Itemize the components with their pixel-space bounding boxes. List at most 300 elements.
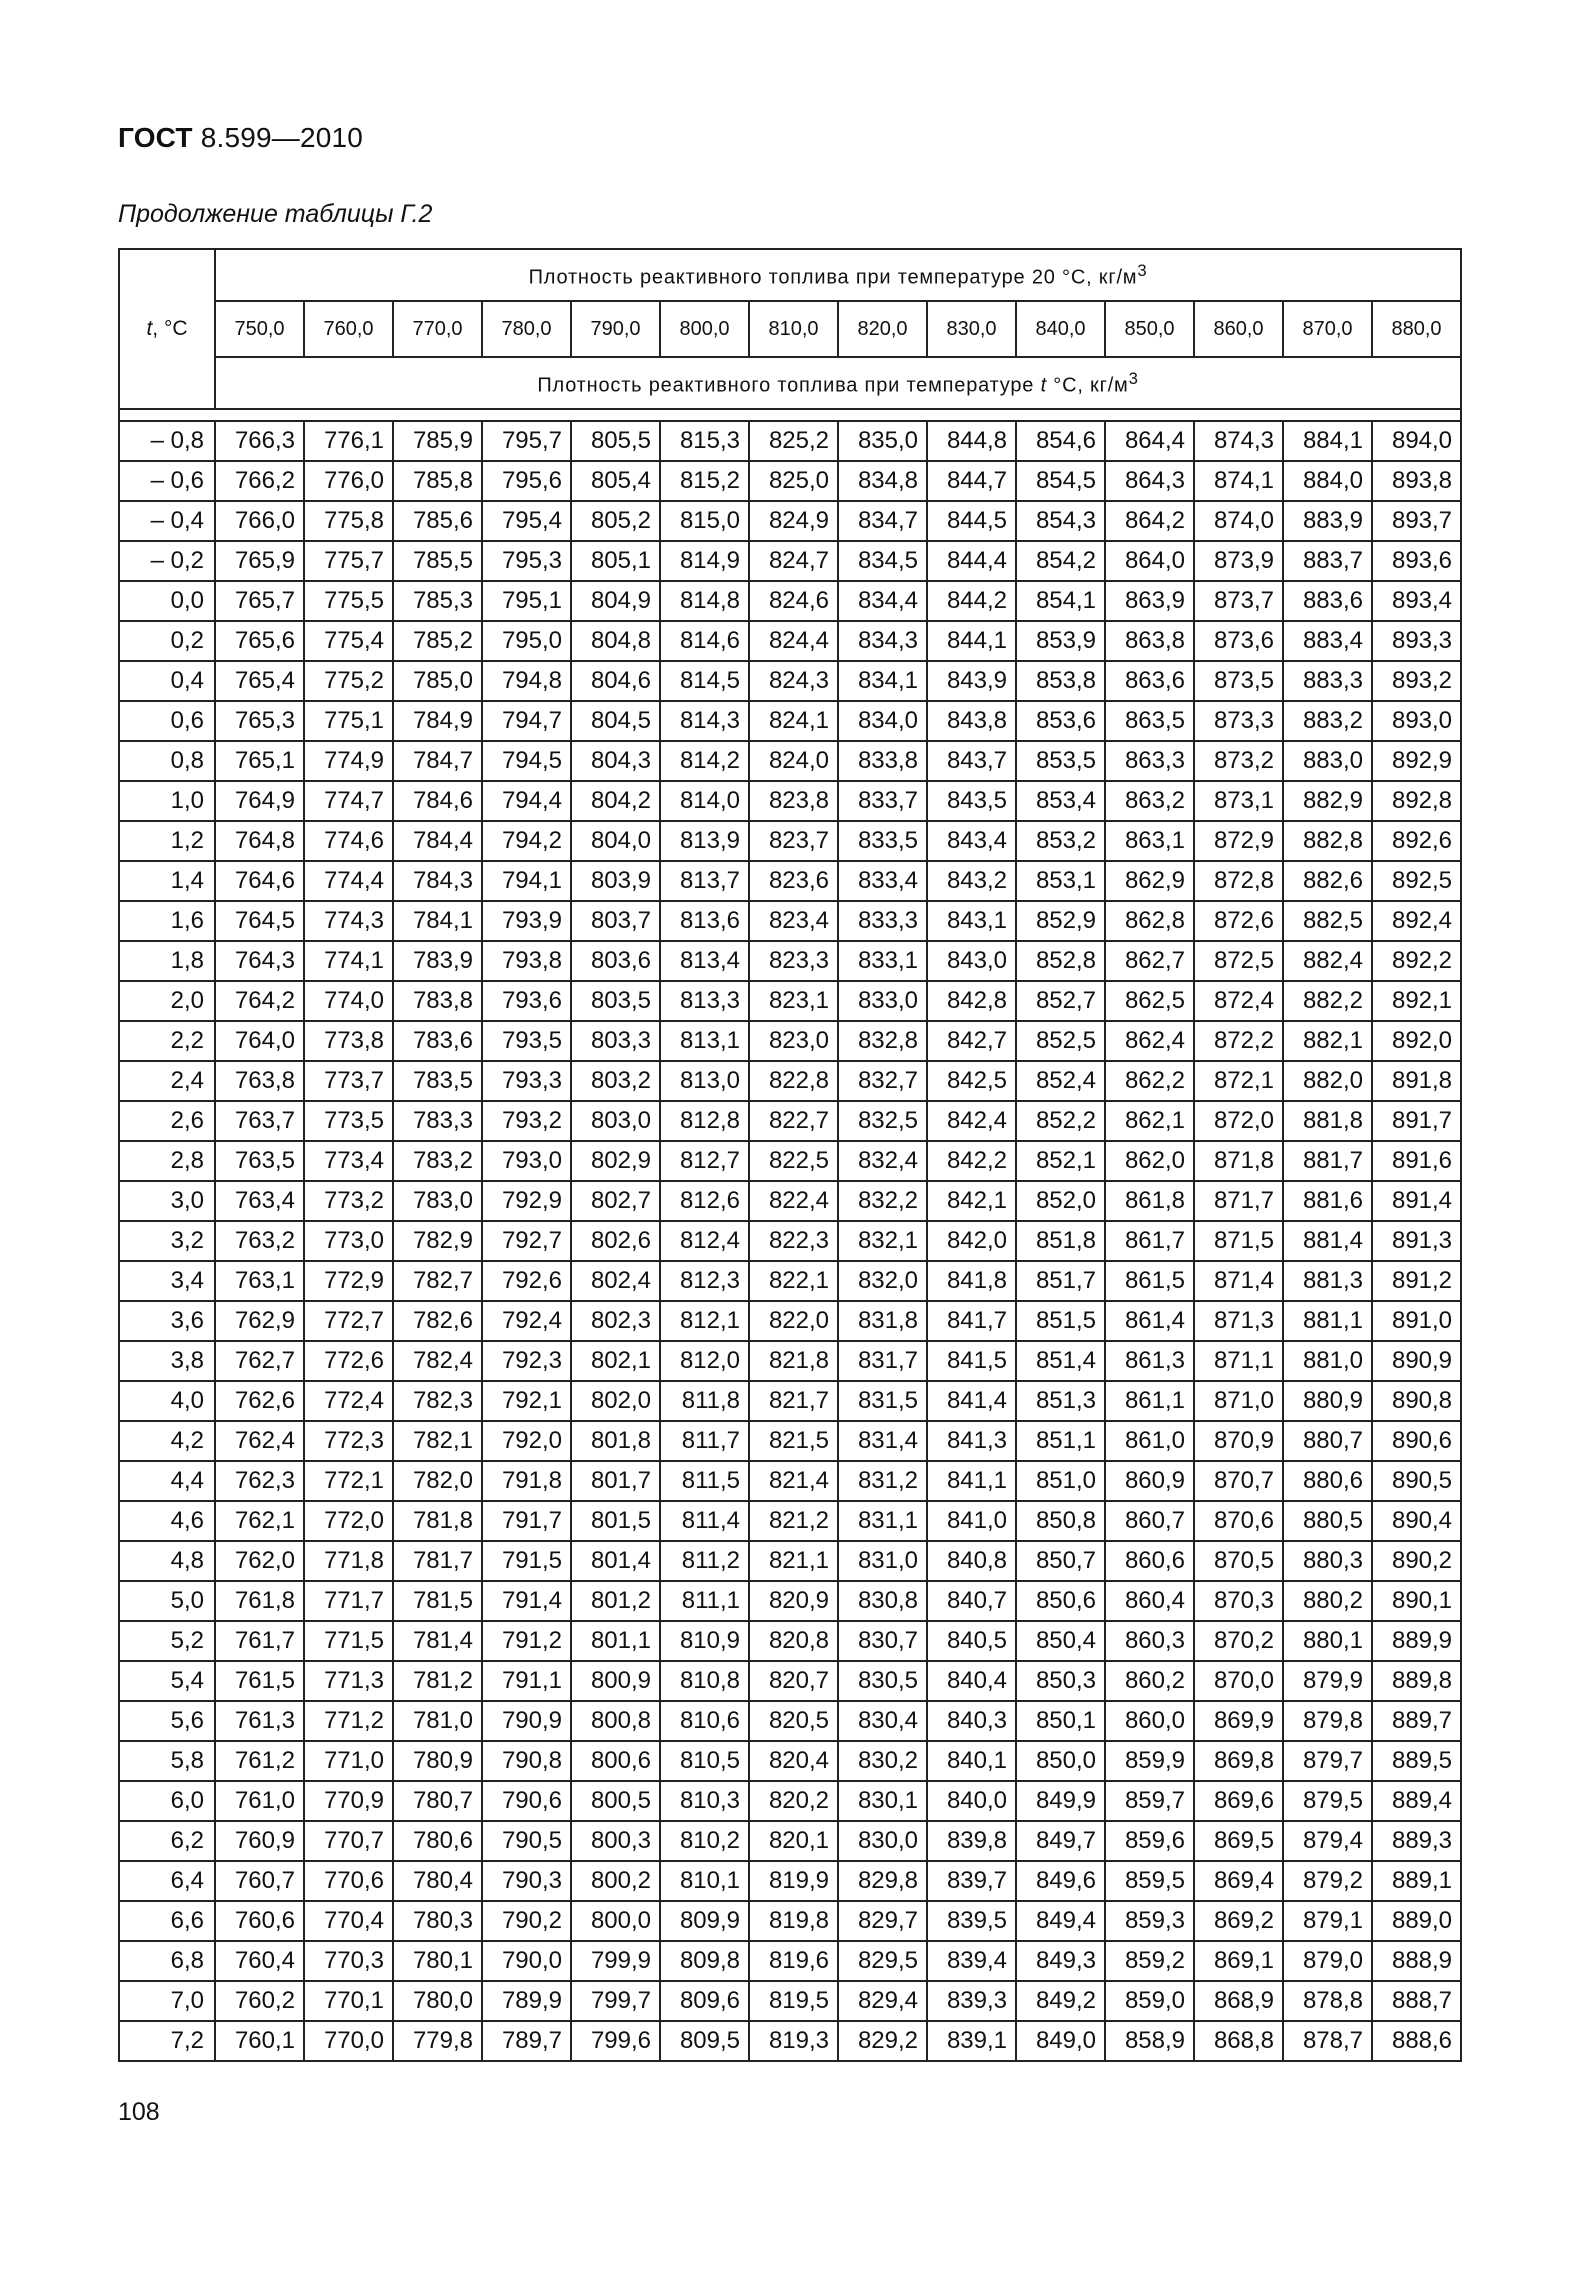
density-cell: 832,2 [838, 1181, 927, 1221]
density-cell: 872,0 [1194, 1101, 1283, 1141]
density-cell: 794,7 [482, 701, 571, 741]
density-cell: 892,8 [1372, 781, 1461, 821]
density-cell: 810,9 [660, 1621, 749, 1661]
density-cell: 874,0 [1194, 501, 1283, 541]
density-cell: 852,2 [1016, 1101, 1105, 1141]
density-cell: 872,9 [1194, 821, 1283, 861]
density-cell: 814,2 [660, 741, 749, 781]
density-cell: 764,8 [215, 821, 304, 861]
density-cell: 783,6 [393, 1021, 482, 1061]
density-cell: 832,7 [838, 1061, 927, 1101]
density-cell: 764,2 [215, 981, 304, 1021]
density-cell: 762,3 [215, 1461, 304, 1501]
density-cell: 861,0 [1105, 1421, 1194, 1461]
density-cell: 892,9 [1372, 741, 1461, 781]
temperature-cell: 6,2 [119, 1821, 215, 1861]
temperature-cell: 4,6 [119, 1501, 215, 1541]
density-cell: 784,9 [393, 701, 482, 741]
table-row [119, 1981, 1461, 2021]
density-cell: 859,0 [1105, 1981, 1194, 2021]
density-cell: 790,5 [482, 1821, 571, 1861]
density-cell: 860,3 [1105, 1621, 1194, 1661]
density-cell: 890,6 [1372, 1421, 1461, 1461]
density-cell: 805,1 [571, 541, 660, 581]
column-header-density-20c: 800,0 [660, 301, 749, 357]
density-cell: 891,4 [1372, 1181, 1461, 1221]
table-row [119, 1261, 1461, 1301]
density-cell: 832,5 [838, 1101, 927, 1141]
density-cell: 799,9 [571, 1941, 660, 1981]
density-cell: 849,9 [1016, 1781, 1105, 1821]
density-cell: 888,7 [1372, 1981, 1461, 2021]
density-cell: 879,4 [1283, 1821, 1372, 1861]
density-cell: 842,8 [927, 981, 1016, 1021]
density-cell: 849,2 [1016, 1981, 1105, 2021]
table-row [119, 581, 1461, 621]
density-cell: 782,1 [393, 1421, 482, 1461]
density-cell: 804,2 [571, 781, 660, 821]
density-cell: 783,8 [393, 981, 482, 1021]
density-cell: 831,4 [838, 1421, 927, 1461]
density-cell: 831,7 [838, 1341, 927, 1381]
density-cell: 829,4 [838, 1981, 927, 2021]
density-cell: 869,5 [1194, 1821, 1283, 1861]
density-cell: 810,2 [660, 1821, 749, 1861]
density-cell: 793,0 [482, 1141, 571, 1181]
density-t-symbol: t [1040, 374, 1047, 397]
density-cell: 780,6 [393, 1821, 482, 1861]
density-cell: 883,6 [1283, 581, 1372, 621]
density-cell: 869,8 [1194, 1741, 1283, 1781]
table-row [119, 901, 1461, 941]
density-cell: 810,5 [660, 1741, 749, 1781]
density-cell: 821,8 [749, 1341, 838, 1381]
density-cell: 871,1 [1194, 1341, 1283, 1381]
table-row [119, 1861, 1461, 1901]
column-header-density-20c: 790,0 [571, 301, 660, 357]
density-cell: 831,2 [838, 1461, 927, 1501]
density-cell: 780,3 [393, 1901, 482, 1941]
density-cell: 810,6 [660, 1701, 749, 1741]
density-cell: 774,3 [304, 901, 393, 941]
density-cell: 774,9 [304, 741, 393, 781]
density-cell: 819,3 [749, 2021, 838, 2061]
density-cell: 789,9 [482, 1981, 571, 2021]
density-cell: 872,6 [1194, 901, 1283, 941]
density-cell: 879,5 [1283, 1781, 1372, 1821]
table-row [119, 1061, 1461, 1101]
density-cell: 843,1 [927, 901, 1016, 941]
temperature-cell: 3,4 [119, 1261, 215, 1301]
density-cell: 802,7 [571, 1181, 660, 1221]
density-cell: 863,1 [1105, 821, 1194, 861]
density-cell: 853,4 [1016, 781, 1105, 821]
density-cell: 883,7 [1283, 541, 1372, 581]
density-cell: 858,9 [1105, 2021, 1194, 2061]
density-cell: 843,4 [927, 821, 1016, 861]
density-cell: 863,6 [1105, 661, 1194, 701]
density-cell: 785,9 [393, 421, 482, 461]
density-cell: 765,4 [215, 661, 304, 701]
temperature-cell: 0,0 [119, 581, 215, 621]
density-cell: 851,8 [1016, 1221, 1105, 1261]
density-cell: 791,7 [482, 1501, 571, 1541]
density-cell: 766,3 [215, 421, 304, 461]
column-header-density-20c: 750,0 [215, 301, 304, 357]
density-cell: 834,0 [838, 701, 927, 741]
density-cell: 864,4 [1105, 421, 1194, 461]
density-cell: 851,0 [1016, 1461, 1105, 1501]
density-cell: 882,4 [1283, 941, 1372, 981]
density-cell: 794,1 [482, 861, 571, 901]
density-cell: 833,1 [838, 941, 927, 981]
density-cell: 803,5 [571, 981, 660, 1021]
density-cell: 794,8 [482, 661, 571, 701]
density-cell: 772,3 [304, 1421, 393, 1461]
density-cell: 892,5 [1372, 861, 1461, 901]
density-cell: 863,3 [1105, 741, 1194, 781]
temperature-cell: – 0,2 [119, 541, 215, 581]
density-cell: 893,2 [1372, 661, 1461, 701]
density-cell: 870,0 [1194, 1661, 1283, 1701]
density-cell: 853,1 [1016, 861, 1105, 901]
table-row [119, 1421, 1461, 1461]
table-row [119, 461, 1461, 501]
density-cell: 813,1 [660, 1021, 749, 1061]
density-cell: 869,9 [1194, 1701, 1283, 1741]
temperature-cell: 1,4 [119, 861, 215, 901]
density-cell: 853,9 [1016, 621, 1105, 661]
density-cell: 834,1 [838, 661, 927, 701]
density-cell: 860,9 [1105, 1461, 1194, 1501]
density-cell: 852,7 [1016, 981, 1105, 1021]
density-cell: 890,5 [1372, 1461, 1461, 1501]
density-cell: 805,5 [571, 421, 660, 461]
density-cell: 785,2 [393, 621, 482, 661]
density-cell: 834,4 [838, 581, 927, 621]
table-row [119, 861, 1461, 901]
table-row [119, 741, 1461, 781]
density-cell: 791,5 [482, 1541, 571, 1581]
temperature-cell: 4,0 [119, 1381, 215, 1421]
density-cell: 884,0 [1283, 461, 1372, 501]
table-row [119, 1541, 1461, 1581]
density-cell: 873,2 [1194, 741, 1283, 781]
density-cell: 891,3 [1372, 1221, 1461, 1261]
density-cell: 812,6 [660, 1181, 749, 1221]
table-row [119, 941, 1461, 981]
density-cell: 852,0 [1016, 1181, 1105, 1221]
density-cell: 872,2 [1194, 1021, 1283, 1061]
density-cell: 821,1 [749, 1541, 838, 1581]
density-cell: 861,4 [1105, 1301, 1194, 1341]
density-cell: 889,1 [1372, 1861, 1461, 1901]
density-cell: 775,2 [304, 661, 393, 701]
density-cell: 880,6 [1283, 1461, 1372, 1501]
density-cell: 871,0 [1194, 1381, 1283, 1421]
density-cell: 763,2 [215, 1221, 304, 1261]
temperature-cell: 5,4 [119, 1661, 215, 1701]
density-cell: 831,8 [838, 1301, 927, 1341]
density-cell: 793,8 [482, 941, 571, 981]
density-cell: 791,2 [482, 1621, 571, 1661]
unit-superscript: 3 [1128, 368, 1139, 388]
table-row [119, 501, 1461, 541]
density-cell: 800,5 [571, 1781, 660, 1821]
density-cell: 890,2 [1372, 1541, 1461, 1581]
temperature-cell: 4,2 [119, 1421, 215, 1461]
density-cell: 770,4 [304, 1901, 393, 1941]
density-cell: 889,9 [1372, 1621, 1461, 1661]
density-cell: 762,9 [215, 1301, 304, 1341]
density-cell: 803,9 [571, 861, 660, 901]
column-header-density-20c: 760,0 [304, 301, 393, 357]
density-cell: 810,8 [660, 1661, 749, 1701]
temperature-cell: 7,2 [119, 2021, 215, 2061]
density-cell: 873,6 [1194, 621, 1283, 661]
temperature-cell: 1,6 [119, 901, 215, 941]
density-cell: 820,1 [749, 1821, 838, 1861]
density-cell: 761,0 [215, 1781, 304, 1821]
density-cell: 773,8 [304, 1021, 393, 1061]
temperature-cell: 3,8 [119, 1341, 215, 1381]
density-cell: 891,2 [1372, 1261, 1461, 1301]
density-cell: 870,7 [1194, 1461, 1283, 1501]
density-cell: 842,2 [927, 1141, 1016, 1181]
density-cell: 881,6 [1283, 1181, 1372, 1221]
density-cell: 893,8 [1372, 461, 1461, 501]
density-cell: 814,3 [660, 701, 749, 741]
density-cell: 815,3 [660, 421, 749, 461]
density-cell: 892,1 [1372, 981, 1461, 1021]
density-cell: 823,7 [749, 821, 838, 861]
density-cell: 850,7 [1016, 1541, 1105, 1581]
table-row [119, 1501, 1461, 1541]
table-row [119, 781, 1461, 821]
density-cell: 780,1 [393, 1941, 482, 1981]
density-cell: 763,5 [215, 1141, 304, 1181]
t-unit: , °С [152, 317, 188, 340]
density-cell: 825,0 [749, 461, 838, 501]
density-cell: 880,2 [1283, 1581, 1372, 1621]
density-cell: 782,4 [393, 1341, 482, 1381]
density-cell: 795,0 [482, 621, 571, 661]
density-cell: 792,0 [482, 1421, 571, 1461]
density-cell: 839,1 [927, 2021, 1016, 2061]
column-header-density-20c: 820,0 [838, 301, 927, 357]
density-cell: 872,8 [1194, 861, 1283, 901]
density-cell: 771,5 [304, 1621, 393, 1661]
density-cell: 839,8 [927, 1821, 1016, 1861]
density-cell: 891,6 [1372, 1141, 1461, 1181]
density-cell: 849,4 [1016, 1901, 1105, 1941]
density-cell: 793,3 [482, 1061, 571, 1101]
density-cell: 864,0 [1105, 541, 1194, 581]
density-cell: 869,1 [1194, 1941, 1283, 1981]
density-cell: 852,9 [1016, 901, 1105, 941]
table-row [119, 1941, 1461, 1981]
density-cell: 811,4 [660, 1501, 749, 1541]
density-cell: 811,2 [660, 1541, 749, 1581]
density-cell: 882,9 [1283, 781, 1372, 821]
density-cell: 764,5 [215, 901, 304, 941]
density-cell: 804,9 [571, 581, 660, 621]
density-cell: 760,4 [215, 1941, 304, 1981]
page-number: 108 [118, 2098, 160, 2126]
density-cell: 822,4 [749, 1181, 838, 1221]
density-cell: 821,5 [749, 1421, 838, 1461]
density-cell: 783,0 [393, 1181, 482, 1221]
density-cell: 889,7 [1372, 1701, 1461, 1741]
density-cell: 840,5 [927, 1621, 1016, 1661]
density-cell: 795,3 [482, 541, 571, 581]
density-cell: 781,7 [393, 1541, 482, 1581]
density-cell: 882,5 [1283, 901, 1372, 941]
density-cell: 773,5 [304, 1101, 393, 1141]
density-cell: 800,9 [571, 1661, 660, 1701]
density-cell: 830,5 [838, 1661, 927, 1701]
density-20c-group-header [215, 249, 1461, 301]
spacer-cell [119, 409, 1461, 421]
density-cell: 774,4 [304, 861, 393, 901]
density-cell: 860,0 [1105, 1701, 1194, 1741]
density-cell: 762,0 [215, 1541, 304, 1581]
density-cell: 765,9 [215, 541, 304, 581]
density-cell: 844,7 [927, 461, 1016, 501]
density-cell: 872,1 [1194, 1061, 1283, 1101]
density-cell: 861,1 [1105, 1381, 1194, 1421]
density-cell: 878,8 [1283, 1981, 1372, 2021]
density-cell: 863,9 [1105, 581, 1194, 621]
density-cell: 871,4 [1194, 1261, 1283, 1301]
density-cell: 850,0 [1016, 1741, 1105, 1781]
density-t-group-header [215, 357, 1461, 409]
density-cell: 795,1 [482, 581, 571, 621]
density-cell: 853,6 [1016, 701, 1105, 741]
density-cell: 842,5 [927, 1061, 1016, 1101]
density-cell: 880,9 [1283, 1381, 1372, 1421]
density-cell: 772,4 [304, 1381, 393, 1421]
density-cell: 871,5 [1194, 1221, 1283, 1261]
temperature-cell: 4,8 [119, 1541, 215, 1581]
density-cell: 851,3 [1016, 1381, 1105, 1421]
density-cell: 814,9 [660, 541, 749, 581]
density-cell: 765,7 [215, 581, 304, 621]
density-cell: 830,4 [838, 1701, 927, 1741]
table-row [119, 1781, 1461, 1821]
density-cell: 852,8 [1016, 941, 1105, 981]
temperature-cell: 2,8 [119, 1141, 215, 1181]
table-row [119, 541, 1461, 581]
density-cell: 889,4 [1372, 1781, 1461, 1821]
density-cell: 802,0 [571, 1381, 660, 1421]
temperature-cell: 0,2 [119, 621, 215, 661]
density-cell: 842,7 [927, 1021, 1016, 1061]
density-cell: 849,7 [1016, 1821, 1105, 1861]
temperature-cell: 1,8 [119, 941, 215, 981]
table-row [119, 1381, 1461, 1421]
density-t-label-pre: Плотность реактивного топлива при температуре [537, 374, 1041, 397]
density-cell: 822,7 [749, 1101, 838, 1141]
density-cell: 843,2 [927, 861, 1016, 901]
density-cell: 824,3 [749, 661, 838, 701]
density-cell: 844,5 [927, 501, 1016, 541]
density-cell: 820,8 [749, 1621, 838, 1661]
density-cell: 780,7 [393, 1781, 482, 1821]
density-cell: 882,2 [1283, 981, 1372, 1021]
density-cell: 811,8 [660, 1381, 749, 1421]
table-row [119, 1741, 1461, 1781]
density-cell: 804,3 [571, 741, 660, 781]
density-cell: 790,0 [482, 1941, 571, 1981]
temperature-cell: 3,0 [119, 1181, 215, 1221]
density-cell: 890,4 [1372, 1501, 1461, 1541]
density-cell: 773,0 [304, 1221, 393, 1261]
density-cell: 792,6 [482, 1261, 571, 1301]
temperature-cell: 1,0 [119, 781, 215, 821]
density-cell: 873,1 [1194, 781, 1283, 821]
density-cell: 761,5 [215, 1661, 304, 1701]
column-header-density-20c: 830,0 [927, 301, 1016, 357]
density-cell: 893,0 [1372, 701, 1461, 741]
table-row [119, 421, 1461, 461]
density-cell: 849,3 [1016, 1941, 1105, 1981]
density-cell: 792,3 [482, 1341, 571, 1381]
density-cell: 822,5 [749, 1141, 838, 1181]
density-cell: 850,4 [1016, 1621, 1105, 1661]
column-header-density-20c: 860,0 [1194, 301, 1283, 357]
density-cell: 870,2 [1194, 1621, 1283, 1661]
density-cell: 830,0 [838, 1821, 927, 1861]
density-cell: 823,4 [749, 901, 838, 941]
density-cell: 844,1 [927, 621, 1016, 661]
density-cell: 774,7 [304, 781, 393, 821]
table-row [119, 661, 1461, 701]
table-row [119, 1021, 1461, 1061]
density-cell: 824,6 [749, 581, 838, 621]
density-cell: 790,9 [482, 1701, 571, 1741]
density-cell: 774,0 [304, 981, 393, 1021]
density-cell: 790,3 [482, 1861, 571, 1901]
density-cell: 782,9 [393, 1221, 482, 1261]
density-cell: 883,9 [1283, 501, 1372, 541]
unit-superscript: 3 [1137, 260, 1148, 280]
density-cell: 804,8 [571, 621, 660, 661]
density-cell: 841,7 [927, 1301, 1016, 1341]
density-cell: 869,4 [1194, 1861, 1283, 1901]
density-cell: 772,9 [304, 1261, 393, 1301]
density-cell: 881,8 [1283, 1101, 1372, 1141]
density-cell: 774,1 [304, 941, 393, 981]
density-cell: 839,5 [927, 1901, 1016, 1941]
density-cell: 782,6 [393, 1301, 482, 1341]
density-cell: 770,9 [304, 1781, 393, 1821]
density-cell: 830,7 [838, 1621, 927, 1661]
density-cell: 873,9 [1194, 541, 1283, 581]
density-cell: 802,9 [571, 1141, 660, 1181]
density-cell: 835,0 [838, 421, 927, 461]
density-cell: 879,7 [1283, 1741, 1372, 1781]
density-cell: 803,3 [571, 1021, 660, 1061]
density-cell: 770,0 [304, 2021, 393, 2061]
density-cell: 771,7 [304, 1581, 393, 1621]
density-cell: 860,2 [1105, 1661, 1194, 1701]
density-cell: 779,8 [393, 2021, 482, 2061]
density-cell: 841,8 [927, 1261, 1016, 1301]
density-cell: 762,7 [215, 1341, 304, 1381]
density-cell: 889,3 [1372, 1821, 1461, 1861]
density-cell: 831,0 [838, 1541, 927, 1581]
